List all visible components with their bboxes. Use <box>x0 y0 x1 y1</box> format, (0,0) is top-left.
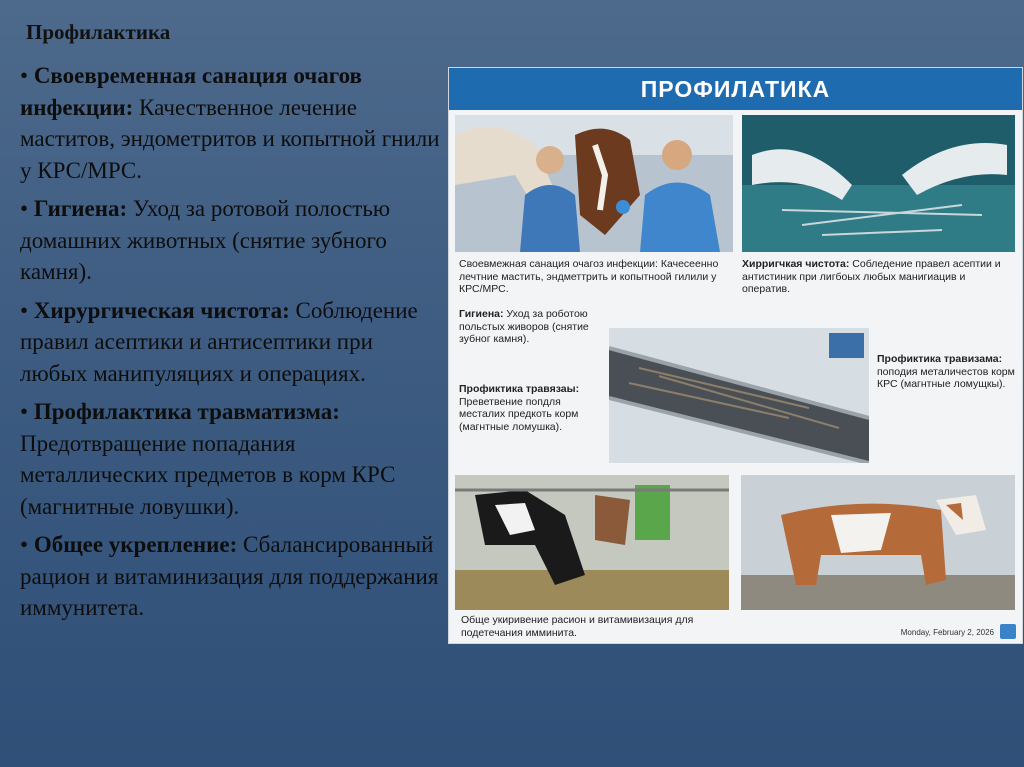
bullet-mark: • <box>20 399 29 424</box>
caption-trauma-left-head: Профиктика травязаы: <box>459 383 580 395</box>
bullet-text: Соблюдение правил асептики и антисептики при любых манипуляциях и операциях. <box>20 297 418 386</box>
caption-trauma-right-head: Профиктика травизама: <box>877 353 1003 365</box>
bullet-item <box>20 193 440 288</box>
bullet-text: Сбалансированный рацион и витаминизация для поддержания иммунитета. <box>20 532 439 620</box>
caption-trauma-left <box>459 383 609 433</box>
cows-feeding-photo <box>455 475 729 610</box>
bullet-heading: Общее укрепление: <box>33 532 238 557</box>
caption-trauma-right <box>877 353 1017 391</box>
caption-hygiene-text: Уход за роботою польстых живоров (снятие зубног камня). <box>459 308 589 345</box>
caption-sanation: Своевмежная санация очагоз инфекции: Качесеенно лечтние мастить, эндметтрить и копытноой гилили у КРС/МРС. <box>459 258 719 295</box>
slide-title: Профилактика <box>26 20 171 44</box>
bullet-text: Качественное лечение маститов, эндометритов и копытной гнили у КРС/МРС. <box>20 94 440 183</box>
caption-hygiene-head: Гигиена: <box>459 308 504 320</box>
caption-surgery-text: Собледение правел асептии и антистиник при лигбоых любых манигиацив и оператив. <box>742 258 1001 295</box>
caption-surgery-head: Хирригчкая чистота: <box>742 258 850 270</box>
caption-feeding: Обще укиривение расион и витамивизация для подетечания имминита. <box>461 614 694 639</box>
bullet-mark: • <box>20 297 29 323</box>
caption-hygiene <box>459 308 609 346</box>
bullet-heading: Гигиена: <box>33 196 128 221</box>
bullet-text: Предотвращение попадания металлических предметов в корм КРС (магнитные ловушки). <box>20 430 396 519</box>
bullet-mark: • <box>20 196 29 221</box>
bullet-text: Уход за ротовой полостью домашних животных (снятие зубного камня). <box>20 196 391 284</box>
caption-surgery <box>742 258 1012 296</box>
bullet-heading: Хирургическая чистота: <box>33 297 290 323</box>
infographic-title: ПРОФИЛАТИКА <box>640 75 831 102</box>
bullet-item <box>20 396 440 522</box>
conveyor-photo <box>609 328 869 463</box>
bullet-mark: • <box>20 63 29 88</box>
surgery-photo <box>742 115 1015 252</box>
bullet-item <box>20 60 440 186</box>
bullet-heading: Своевременная санация очагов инфекции: <box>20 63 362 120</box>
infographic-panel <box>448 67 1023 644</box>
bullet-heading: Профилактика травматизма: <box>33 399 340 424</box>
bullet-item <box>20 529 440 624</box>
bullet-list <box>20 60 440 631</box>
caption-trauma-left-text: Преветвение попдля месталих предкоть корм (магнтные ломушкa). <box>459 395 579 433</box>
caption-trauma-right-text: поподия металичестов корм КРС (магнтные ломущкы). <box>877 365 1015 390</box>
bullet-mark: • <box>20 532 29 557</box>
vet-horse-photo <box>455 115 733 252</box>
date-footer: Monday, February 2, 2026 <box>900 628 994 637</box>
infographic-banner <box>449 68 1022 110</box>
cow-photo <box>741 475 1015 610</box>
bullet-item <box>20 295 440 390</box>
calendar-icon <box>1000 624 1016 639</box>
